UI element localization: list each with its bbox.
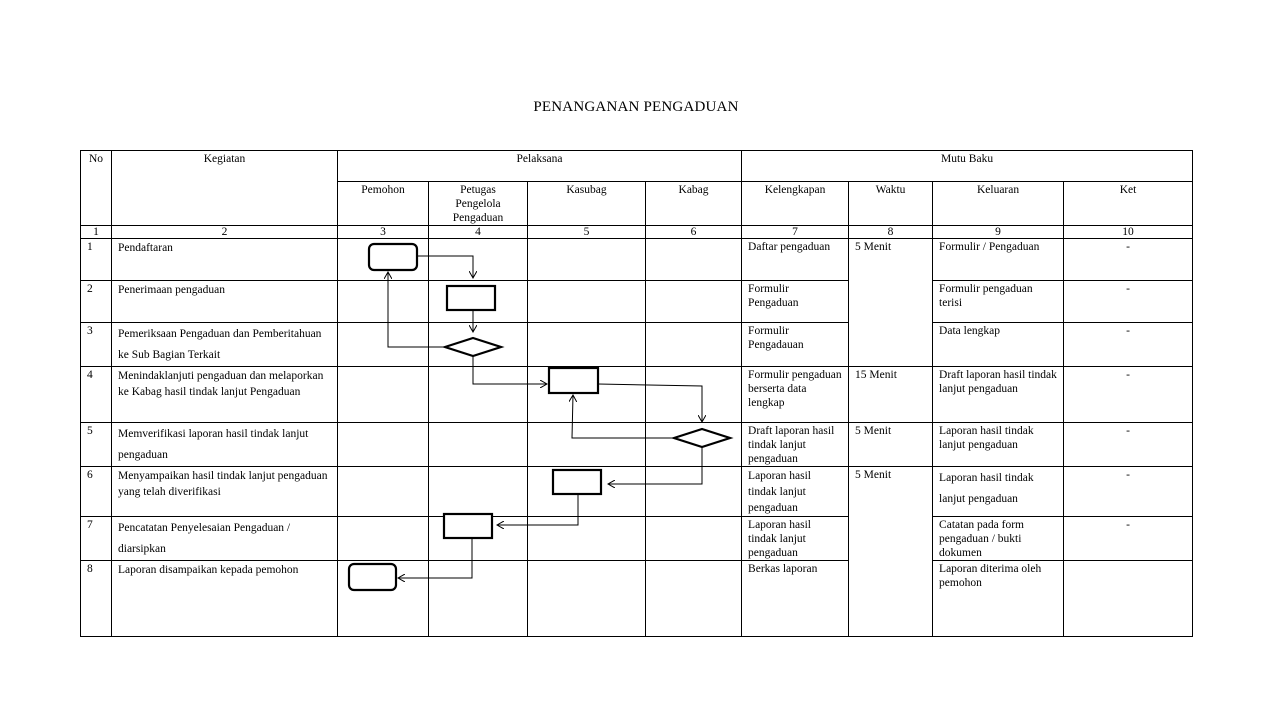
row-no: 7: [81, 517, 112, 561]
column-number: 2: [112, 226, 338, 239]
header-kasubag: Kasubag: [528, 182, 646, 226]
cell-petugas: [429, 239, 528, 281]
row-keluaran: Formulir pengaduan terisi: [933, 281, 1064, 323]
cell-petugas: [429, 467, 528, 517]
header-waktu: Waktu: [849, 182, 933, 226]
row-kegiatan: Pemeriksaan Pengaduan dan Pemberitahuan ke Sub Bagian Terkait: [112, 323, 338, 367]
row-ket: -: [1064, 281, 1193, 323]
header-keluaran: Keluaran: [933, 182, 1064, 226]
row-ket: -: [1064, 467, 1193, 517]
row-kelengkapan: Formulir Pengadauan: [742, 323, 849, 367]
row-kegiatan: Memverifikasi laporan hasil tindak lanjut pengaduan: [112, 423, 338, 467]
cell-kabag: [646, 323, 742, 367]
column-number: 10: [1064, 226, 1193, 239]
cell-pemohon: [338, 561, 429, 637]
column-number: 1: [81, 226, 112, 239]
row-keluaran: Laporan hasil tindak lanjut pengaduan: [933, 423, 1064, 467]
column-number: 5: [528, 226, 646, 239]
table-row: [81, 561, 1193, 637]
sop-table: [80, 150, 1193, 637]
cell-kasubag: [528, 323, 646, 367]
row-ket: [1064, 561, 1193, 637]
header-petugas: Petugas Pengelola Pengaduan: [429, 182, 528, 226]
cell-kasubag: [528, 367, 646, 423]
cell-kabag: [646, 423, 742, 467]
row-ket: -: [1064, 239, 1193, 281]
cell-kabag: [646, 367, 742, 423]
row-kegiatan: Laporan disampaikan kepada pemohon: [112, 561, 338, 637]
table-row: [81, 517, 1193, 561]
row-kelengkapan: Laporan hasil tindak lanjut pengaduan: [742, 467, 849, 517]
row-no: 2: [81, 281, 112, 323]
column-number: 3: [338, 226, 429, 239]
column-number: 9: [933, 226, 1064, 239]
header-no: No: [81, 151, 112, 226]
cell-kabag: [646, 467, 742, 517]
row-kelengkapan: Draft laporan hasil tindak lanjut pengaduan: [742, 423, 849, 467]
cell-petugas: [429, 517, 528, 561]
page-title: PENANGANAN PENGADUAN: [533, 99, 739, 115]
row-kelengkapan: Berkas laporan: [742, 561, 849, 637]
column-number: 8: [849, 226, 933, 239]
header-pelaksana: Pelaksana: [338, 151, 742, 182]
table-row: [81, 467, 1193, 517]
cell-kasubag: [528, 517, 646, 561]
table-row: [81, 323, 1193, 367]
row-no: 1: [81, 239, 112, 281]
row-keluaran: Laporan hasil tindak lanjut pengaduan: [933, 467, 1064, 517]
row-keluaran: Laporan diterima oleh pemohon: [933, 561, 1064, 637]
row-ket: -: [1064, 367, 1193, 423]
row-kelengkapan: Formulir pengaduan berserta data lengkap: [742, 367, 849, 423]
row-no: 8: [81, 561, 112, 637]
cell-petugas: [429, 323, 528, 367]
row-ket: -: [1064, 423, 1193, 467]
waktu-rows-1-3: 5 Menit: [849, 239, 933, 367]
row-kegiatan: Menyampaikan hasil tindak lanjut pengaduan yang telah diverifikasi: [112, 467, 338, 517]
row-no: 4: [81, 367, 112, 423]
row-kegiatan: Pendaftaran: [112, 239, 338, 281]
waktu-rows-6-8: 5 Menit: [849, 467, 933, 637]
row-kegiatan: Menindaklanjuti pengaduan dan melaporkan ke Kabag hasil tindak lanjut Pengaduan: [112, 367, 338, 423]
cell-kasubag: [528, 281, 646, 323]
cell-pemohon: [338, 323, 429, 367]
row-no: 6: [81, 467, 112, 517]
cell-petugas: [429, 367, 528, 423]
cell-petugas: [429, 561, 528, 637]
row-kelengkapan: Formulir Pengaduan: [742, 281, 849, 323]
row-keluaran: Formulir / Pengaduan: [933, 239, 1064, 281]
cell-kabag: [646, 281, 742, 323]
cell-kasubag: [528, 561, 646, 637]
row-kelengkapan: Daftar pengaduan: [742, 239, 849, 281]
cell-pemohon: [338, 517, 429, 561]
row-ket: -: [1064, 323, 1193, 367]
cell-kabag: [646, 517, 742, 561]
cell-kabag: [646, 239, 742, 281]
cell-kasubag: [528, 467, 646, 517]
row-no: 3: [81, 323, 112, 367]
column-number: 7: [742, 226, 849, 239]
header-pemohon: Pemohon: [338, 182, 429, 226]
column-number: 6: [646, 226, 742, 239]
row-kelengkapan: Laporan hasil tindak lanjut pengaduan: [742, 517, 849, 561]
waktu-row-5: 5 Menit: [849, 423, 933, 467]
header-kabag: Kabag: [646, 182, 742, 226]
cell-pemohon: [338, 281, 429, 323]
row-ket: -: [1064, 517, 1193, 561]
row-keluaran: Draft laporan hasil tindak lanjut pengaduan: [933, 367, 1064, 423]
waktu-row-4: 15 Menit: [849, 367, 933, 423]
header-kegiatan: Kegiatan: [112, 151, 338, 226]
header-ket: Ket: [1064, 182, 1193, 226]
cell-petugas: [429, 281, 528, 323]
header-kelengkapan: Kelengkapan: [742, 182, 849, 226]
cell-pemohon: [338, 239, 429, 281]
row-keluaran: Catatan pada form pengaduan / bukti dokumen: [933, 517, 1064, 561]
cell-kabag: [646, 561, 742, 637]
row-kegiatan: Penerimaan pengaduan: [112, 281, 338, 323]
row-keluaran: Data lengkap: [933, 323, 1064, 367]
table-row: [81, 281, 1193, 323]
row-no: 5: [81, 423, 112, 467]
table-row: [81, 239, 1193, 281]
column-number: 4: [429, 226, 528, 239]
table-row: [81, 367, 1193, 423]
cell-petugas: [429, 423, 528, 467]
row-kegiatan: Pencatatan Penyelesaian Pengaduan / diarsipkan: [112, 517, 338, 561]
cell-pemohon: [338, 367, 429, 423]
cell-kasubag: [528, 239, 646, 281]
cell-kasubag: [528, 423, 646, 467]
cell-pemohon: [338, 423, 429, 467]
table-row: [81, 423, 1193, 467]
cell-pemohon: [338, 467, 429, 517]
header-mutu-baku: Mutu Baku: [742, 151, 1193, 182]
